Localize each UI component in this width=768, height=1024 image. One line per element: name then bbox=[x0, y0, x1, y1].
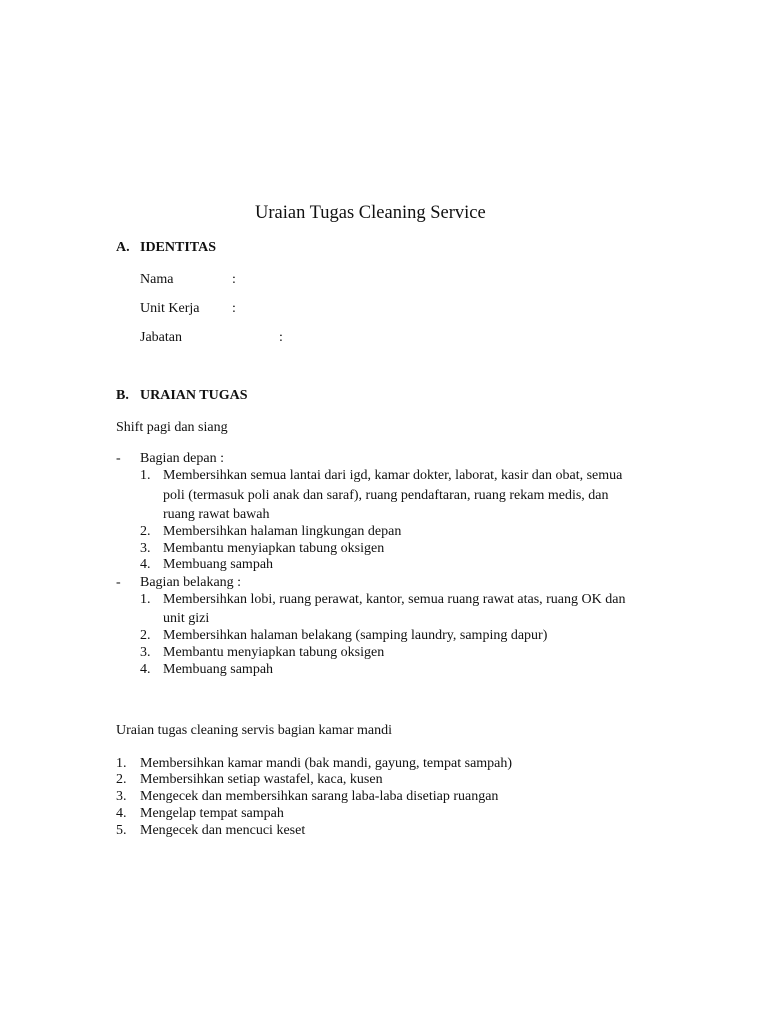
list-item-number: 3. bbox=[116, 789, 127, 804]
document-title: Uraian Tugas Cleaning Service bbox=[255, 203, 486, 223]
shift-label: Shift pagi dan siang bbox=[116, 420, 228, 435]
list-item-text: Membersihkan kamar mandi (bak mandi, gayung, tempat sampah) bbox=[140, 756, 513, 771]
list-item-text: Membersihkan setiap wastafel, kaca, kusen bbox=[140, 772, 383, 787]
list-item-text: Membersihkan semua lantai dari igd, kamar dokter, laborat, kasir dan obat, semua bbox=[163, 468, 623, 483]
identity-separator-jabatan: : bbox=[279, 330, 283, 345]
list-item-number: 4. bbox=[140, 557, 151, 572]
identity-label-unit-kerja: Unit Kerja bbox=[140, 301, 200, 316]
list-item-text: Membersihkan lobi, ruang perawat, kantor, semua ruang rawat atas, ruang OK dan bbox=[163, 592, 626, 607]
list-item-number: 1. bbox=[116, 756, 127, 771]
list-item-text: unit gizi bbox=[163, 611, 210, 626]
bagian-belakang-heading: Bagian belakang : bbox=[140, 575, 242, 590]
list-item-number: 3. bbox=[140, 541, 151, 556]
list-item-number: 2. bbox=[140, 524, 151, 539]
identity-separator-unit-kerja: : bbox=[232, 301, 236, 316]
list-item-text: Membersihkan halaman lingkungan depan bbox=[163, 524, 402, 539]
bullet-marker: - bbox=[116, 451, 121, 466]
list-item-number: 5. bbox=[116, 823, 127, 838]
list-item-number: 1. bbox=[140, 468, 151, 483]
list-item-text: poli (termasuk poli anak dan saraf), ruang pendaftaran, ruang rekam medis, dan bbox=[163, 488, 609, 503]
section-b-letter: B. bbox=[116, 388, 129, 403]
section-a-letter: A. bbox=[116, 240, 130, 255]
bagian-depan-heading: Bagian depan : bbox=[140, 451, 224, 466]
section-b-heading: URAIAN TUGAS bbox=[140, 388, 248, 403]
list-item-text: Mengecek dan mencuci keset bbox=[140, 823, 306, 838]
list-item-text: Membuang sampah bbox=[163, 557, 274, 572]
list-item-number: 2. bbox=[140, 628, 151, 643]
list-item-number: 3. bbox=[140, 645, 151, 660]
list-item-number: 2. bbox=[116, 772, 127, 787]
identity-separator-nama: : bbox=[232, 272, 236, 287]
kamar-mandi-heading: Uraian tugas cleaning servis bagian kamar mandi bbox=[116, 723, 393, 738]
list-item-text: Mengelap tempat sampah bbox=[140, 806, 284, 821]
identity-label-jabatan: Jabatan bbox=[140, 330, 182, 345]
list-item-text: Membantu menyiapkan tabung oksigen bbox=[163, 645, 385, 660]
list-item-number: 4. bbox=[116, 806, 127, 821]
list-item-text: Mengecek dan membersihkan sarang laba-laba disetiap ruangan bbox=[140, 789, 499, 804]
list-item-text: Membantu menyiapkan tabung oksigen bbox=[163, 541, 385, 556]
list-item-text: Membuang sampah bbox=[163, 662, 274, 677]
bullet-marker: - bbox=[116, 575, 121, 590]
list-item-number: 1. bbox=[140, 592, 151, 607]
identity-label-nama: Nama bbox=[140, 272, 174, 287]
section-a-heading: IDENTITAS bbox=[140, 240, 216, 255]
list-item-number: 4. bbox=[140, 662, 151, 677]
list-item-text: Membersihkan halaman belakang (samping laundry, samping dapur) bbox=[163, 628, 548, 643]
list-item-text: ruang rawat bawah bbox=[163, 507, 270, 522]
